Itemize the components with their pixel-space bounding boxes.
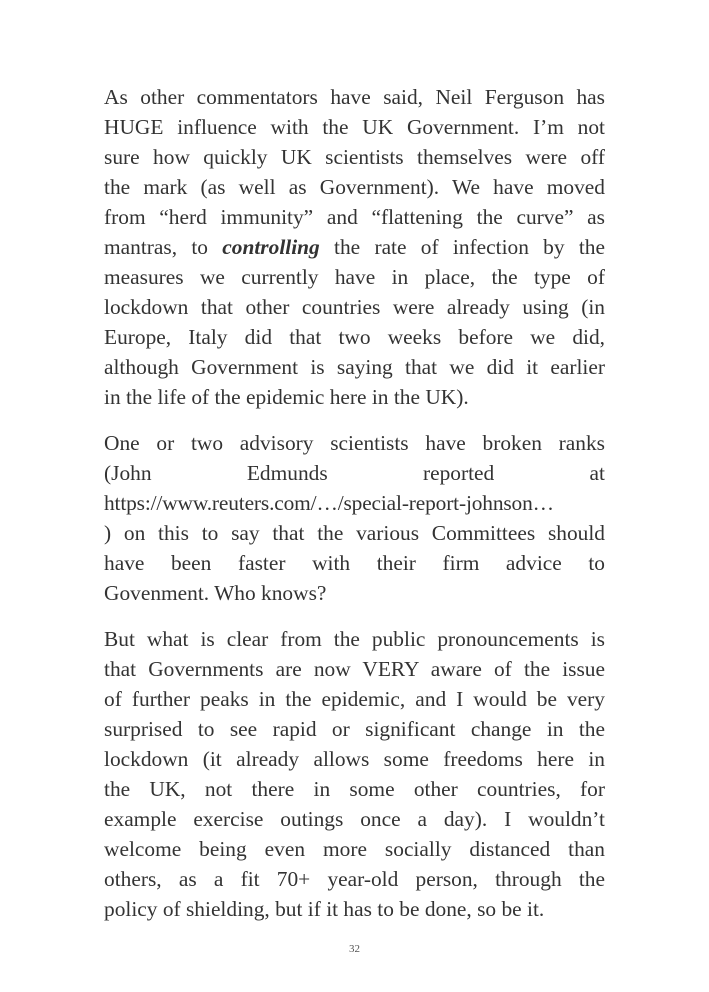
text-line: of further peaks in the epidemic, and I would be very xyxy=(104,687,605,711)
text-line: (John Edmunds reported at xyxy=(104,461,605,485)
body-text xyxy=(104,82,605,940)
text-line: surprised to see rapid or significant change in the xyxy=(104,717,605,741)
emphasized-word: controlling xyxy=(222,235,320,259)
text-line: that Governments are now VERY aware of the issue xyxy=(104,657,605,681)
text-line: have been faster with their firm advice to xyxy=(104,551,605,575)
paragraph-3 xyxy=(104,624,605,924)
paragraph-2 xyxy=(104,428,605,608)
text-line: measures we currently have in place, the type of xyxy=(104,265,605,289)
text-line: in the life of the epidemic here in the UK). xyxy=(104,385,469,409)
text-line: from “herd immunity” and “flattening the curve” as xyxy=(104,205,605,229)
text-line: although Government is saying that we did it earlier xyxy=(104,355,605,379)
text-line: lockdown (it already allows some freedoms here in xyxy=(104,747,605,771)
paragraph-1 xyxy=(104,82,605,412)
page-number: 32 xyxy=(349,943,360,955)
text-line: the mark (as well as Government). We have moved xyxy=(104,175,605,199)
text-line: policy of shielding, but if it has to be done, so be it. xyxy=(104,897,545,921)
text-line: ) on this to say that the various Committees should xyxy=(104,521,605,545)
text-fragment: the rate of infection by the xyxy=(319,235,605,259)
text-line: But what is clear from the public pronouncements is xyxy=(104,627,605,651)
text-line: example exercise outings once a day). I wouldn’t xyxy=(104,807,605,831)
text-line: sure how quickly UK scientists themselves were off xyxy=(104,145,605,169)
text-line xyxy=(104,232,605,262)
text-line: As other commentators have said, Neil Ferguson has xyxy=(104,85,605,109)
text-line: One or two advisory scientists have broken ranks xyxy=(104,431,605,455)
text-line: the UK, not there in some other countries, for xyxy=(104,777,605,801)
text-line: Govenment. Who knows? xyxy=(104,581,327,605)
text-fragment: mantras, to xyxy=(104,235,223,259)
text-line: Europe, Italy did that two weeks before we did, xyxy=(104,325,605,349)
text-line: lockdown that other countries were already using (in xyxy=(104,295,605,319)
text-line: HUGE influence with the UK Government. I’m not xyxy=(104,115,605,139)
text-line: welcome being even more socially distanced than xyxy=(104,837,605,861)
text-line: others, as a fit 70+ year-old person, through the xyxy=(104,867,605,891)
url-text-line: https://www.reuters.com/…/special-report-johnson… xyxy=(104,491,554,515)
